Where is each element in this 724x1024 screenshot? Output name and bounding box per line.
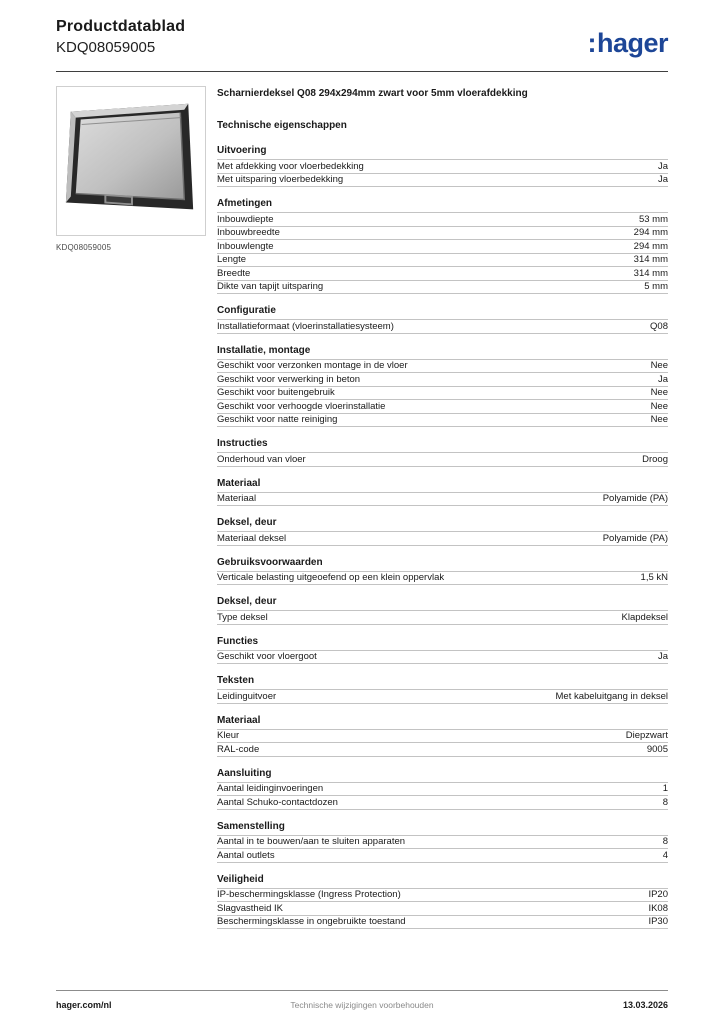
spec-row	[217, 267, 668, 281]
page-header	[56, 18, 668, 72]
spec-label: Type deksel	[217, 611, 268, 623]
spec-label: Geschikt voor verwerking in beton	[217, 373, 361, 385]
spec-section	[217, 345, 668, 428]
content-area	[56, 86, 668, 929]
spec-section	[217, 438, 668, 467]
spec-section	[217, 874, 668, 930]
spec-row	[217, 889, 668, 903]
spec-value: Nee	[650, 387, 668, 399]
spec-value: Diepzwart	[625, 730, 668, 742]
spec-label: Aantal Schuko-contactdozen	[217, 796, 338, 808]
spec-value: 8	[662, 796, 668, 808]
spec-section-title: Uitvoering	[217, 145, 267, 156]
spec-row	[217, 213, 668, 227]
spec-rows	[217, 452, 668, 467]
footer-notice: Technische wijzigingen voorbehouden	[290, 1000, 434, 1010]
header-titles	[56, 18, 185, 56]
spec-row	[217, 796, 668, 810]
spec-section-title: Configuratie	[217, 305, 276, 316]
spec-row	[217, 690, 668, 704]
hager-logo	[587, 30, 668, 57]
logo-colon-icon: :	[587, 28, 596, 58]
spec-label: Aantal in te bouwen/aan te sluiten apparaten	[217, 836, 406, 848]
spec-value: Nee	[650, 360, 668, 372]
spec-section	[217, 715, 668, 757]
spec-label: Geschikt voor verhoogde vloerinstallatie	[217, 400, 386, 412]
image-column	[56, 86, 206, 929]
spec-section-title: Materiaal	[217, 477, 261, 489]
spec-label: Slagvastheid IK	[217, 902, 284, 914]
spec-row	[217, 360, 668, 374]
spec-rows	[217, 835, 668, 863]
spec-section-title: Afmetingen	[217, 198, 272, 209]
spec-row	[217, 400, 668, 414]
spec-value: 314 mm	[633, 254, 668, 266]
spec-section-title: Materiaal	[217, 714, 261, 726]
spec-rows	[217, 689, 668, 704]
spec-value: 8	[662, 836, 668, 848]
spec-value: Nee	[650, 414, 668, 426]
spec-label: Aantal leidinginvoeringen	[217, 783, 324, 795]
spec-value: Polyamide (PA)	[602, 532, 668, 544]
spec-value: 294 mm	[633, 240, 668, 252]
spec-label: Inbouwdiepte	[217, 213, 274, 225]
spec-row	[217, 240, 668, 254]
logo-text: hager	[596, 28, 668, 58]
spec-rows	[217, 159, 668, 187]
spec-rows	[217, 212, 668, 294]
footer-site-link[interactable]: hager.com/nl	[56, 1000, 112, 1010]
spec-value: Nee	[650, 400, 668, 412]
spec-section-title: Installatie, montage	[217, 344, 311, 356]
spec-label: Materiaal	[217, 493, 257, 505]
spec-label: RAL-code	[217, 743, 260, 755]
spec-label: Geschikt voor verzonken montage in de vloer	[217, 360, 408, 372]
page-title: Productdatablad	[56, 18, 186, 35]
spec-section	[217, 557, 668, 586]
spec-label: Kleur	[217, 730, 240, 742]
spec-value: Droog	[642, 453, 668, 465]
spec-label: Geschikt voor natte reiniging	[217, 414, 338, 426]
spec-rows	[217, 729, 668, 757]
spec-row	[217, 493, 668, 507]
spec-section	[217, 636, 668, 665]
spec-value: 53 mm	[638, 213, 668, 225]
floor-box-illustration	[57, 87, 205, 235]
spec-value: 9005	[646, 743, 668, 755]
spec-value: Ja	[657, 373, 668, 385]
spec-label: Materiaal deksel	[217, 532, 287, 544]
spec-section	[217, 478, 668, 507]
spec-value: 294 mm	[633, 227, 668, 239]
spec-label: Geschikt voor vloergoot	[217, 651, 317, 663]
spec-row	[217, 743, 668, 757]
spec-value: Met kabeluitgang in deksel	[555, 690, 668, 702]
spec-row	[217, 916, 668, 930]
page-footer	[56, 990, 668, 1010]
spec-section	[217, 198, 668, 294]
product-title: Scharnierdeksel Q08 294x294mm zwart voor 5mm vloerafdekking	[217, 88, 528, 99]
spec-value: 1,5 kN	[640, 572, 668, 584]
spec-row	[217, 902, 668, 916]
spec-label: Onderhoud van vloer	[217, 453, 306, 465]
spec-section-title: Samenstelling	[217, 820, 285, 832]
spec-row	[217, 783, 668, 797]
spec-row	[217, 174, 668, 188]
spec-row	[217, 160, 668, 174]
spec-label: Inbouwbreedte	[217, 227, 280, 239]
spec-rows	[217, 782, 668, 810]
spec-row	[217, 532, 668, 546]
spec-label: Dikte van tapijt uitsparing	[217, 281, 324, 293]
spec-value: Ja	[657, 160, 668, 172]
spec-section-title: Deksel, deur	[217, 596, 277, 607]
spec-value: 5 mm	[644, 281, 668, 293]
spec-section-title: Teksten	[217, 675, 255, 686]
spec-label: Verticale belasting uitgeoefend op een klein oppervlak	[217, 572, 445, 584]
spec-value: Klapdeksel	[621, 611, 668, 623]
spec-row	[217, 651, 668, 665]
spec-label: Met afdekking voor vloerbedekking	[217, 160, 364, 172]
spec-rows	[217, 359, 668, 428]
spec-label: Beschermingsklasse in ongebruikte toestand	[217, 916, 406, 928]
spec-row	[217, 611, 668, 625]
spec-section	[217, 821, 668, 863]
spec-section-title: Instructies	[217, 438, 268, 449]
spec-label: Breedte	[217, 267, 251, 279]
spec-section-title: Veiligheid	[217, 873, 264, 885]
tech-heading: Technische eigenschappen	[217, 120, 347, 131]
spec-row	[217, 572, 668, 586]
spec-section-title: Deksel, deur	[217, 517, 277, 528]
product-code: KDQ08059005	[56, 39, 156, 56]
spec-value: IP20	[648, 889, 668, 901]
spec-rows	[217, 571, 668, 586]
spec-column	[217, 86, 668, 929]
spec-row	[217, 320, 668, 334]
spec-section-title: Functies	[217, 635, 259, 647]
spec-rows	[217, 531, 668, 546]
spec-rows	[217, 888, 668, 930]
spec-value: IK08	[648, 902, 668, 914]
spec-label: Met uitsparing vloerbedekking	[217, 174, 344, 186]
spec-label: Aantal outlets	[217, 849, 275, 861]
spec-row	[217, 254, 668, 268]
spec-row	[217, 387, 668, 401]
spec-section	[217, 517, 668, 546]
spec-row	[217, 414, 668, 428]
spec-section	[217, 145, 668, 187]
spec-rows	[217, 650, 668, 665]
spec-section-title: Gebruiksvoorwaarden	[217, 556, 323, 568]
spec-label: Leidinguitvoer	[217, 690, 277, 702]
spec-value: Polyamide (PA)	[602, 493, 668, 505]
spec-rows	[217, 319, 668, 334]
spec-row	[217, 836, 668, 850]
spec-row	[217, 373, 668, 387]
spec-row	[217, 227, 668, 241]
spec-row	[217, 281, 668, 295]
spec-value: 314 mm	[633, 267, 668, 279]
spec-label: IP-beschermingsklasse (Ingress Protection)	[217, 889, 401, 901]
spec-section	[217, 305, 668, 334]
spec-value: Q08	[650, 320, 668, 332]
spec-value: IP30	[648, 916, 668, 928]
spec-label: Geschikt voor buitengebruik	[217, 387, 335, 399]
spec-row	[217, 730, 668, 744]
spec-section	[217, 675, 668, 704]
spec-section	[217, 596, 668, 625]
spec-rows	[217, 610, 668, 625]
footer-date: 13.03.2026	[622, 1000, 668, 1010]
sections	[217, 145, 668, 929]
spec-value: Ja	[657, 174, 668, 186]
spec-row	[217, 453, 668, 467]
spec-section-title: Aansluiting	[217, 767, 272, 779]
spec-row	[217, 849, 668, 863]
spec-value: 4	[662, 849, 668, 861]
spec-section	[217, 768, 668, 810]
spec-label: Installatieformaat (vloerinstallatiesysteem)	[217, 320, 394, 332]
spec-label: Lengte	[217, 254, 247, 266]
product-image-caption: KDQ08059005	[56, 243, 112, 252]
spec-value: Ja	[657, 651, 668, 663]
spec-rows	[217, 492, 668, 507]
spec-value: 1	[662, 783, 668, 795]
spec-label: Inbouwlengte	[217, 240, 274, 252]
product-image	[56, 86, 206, 236]
